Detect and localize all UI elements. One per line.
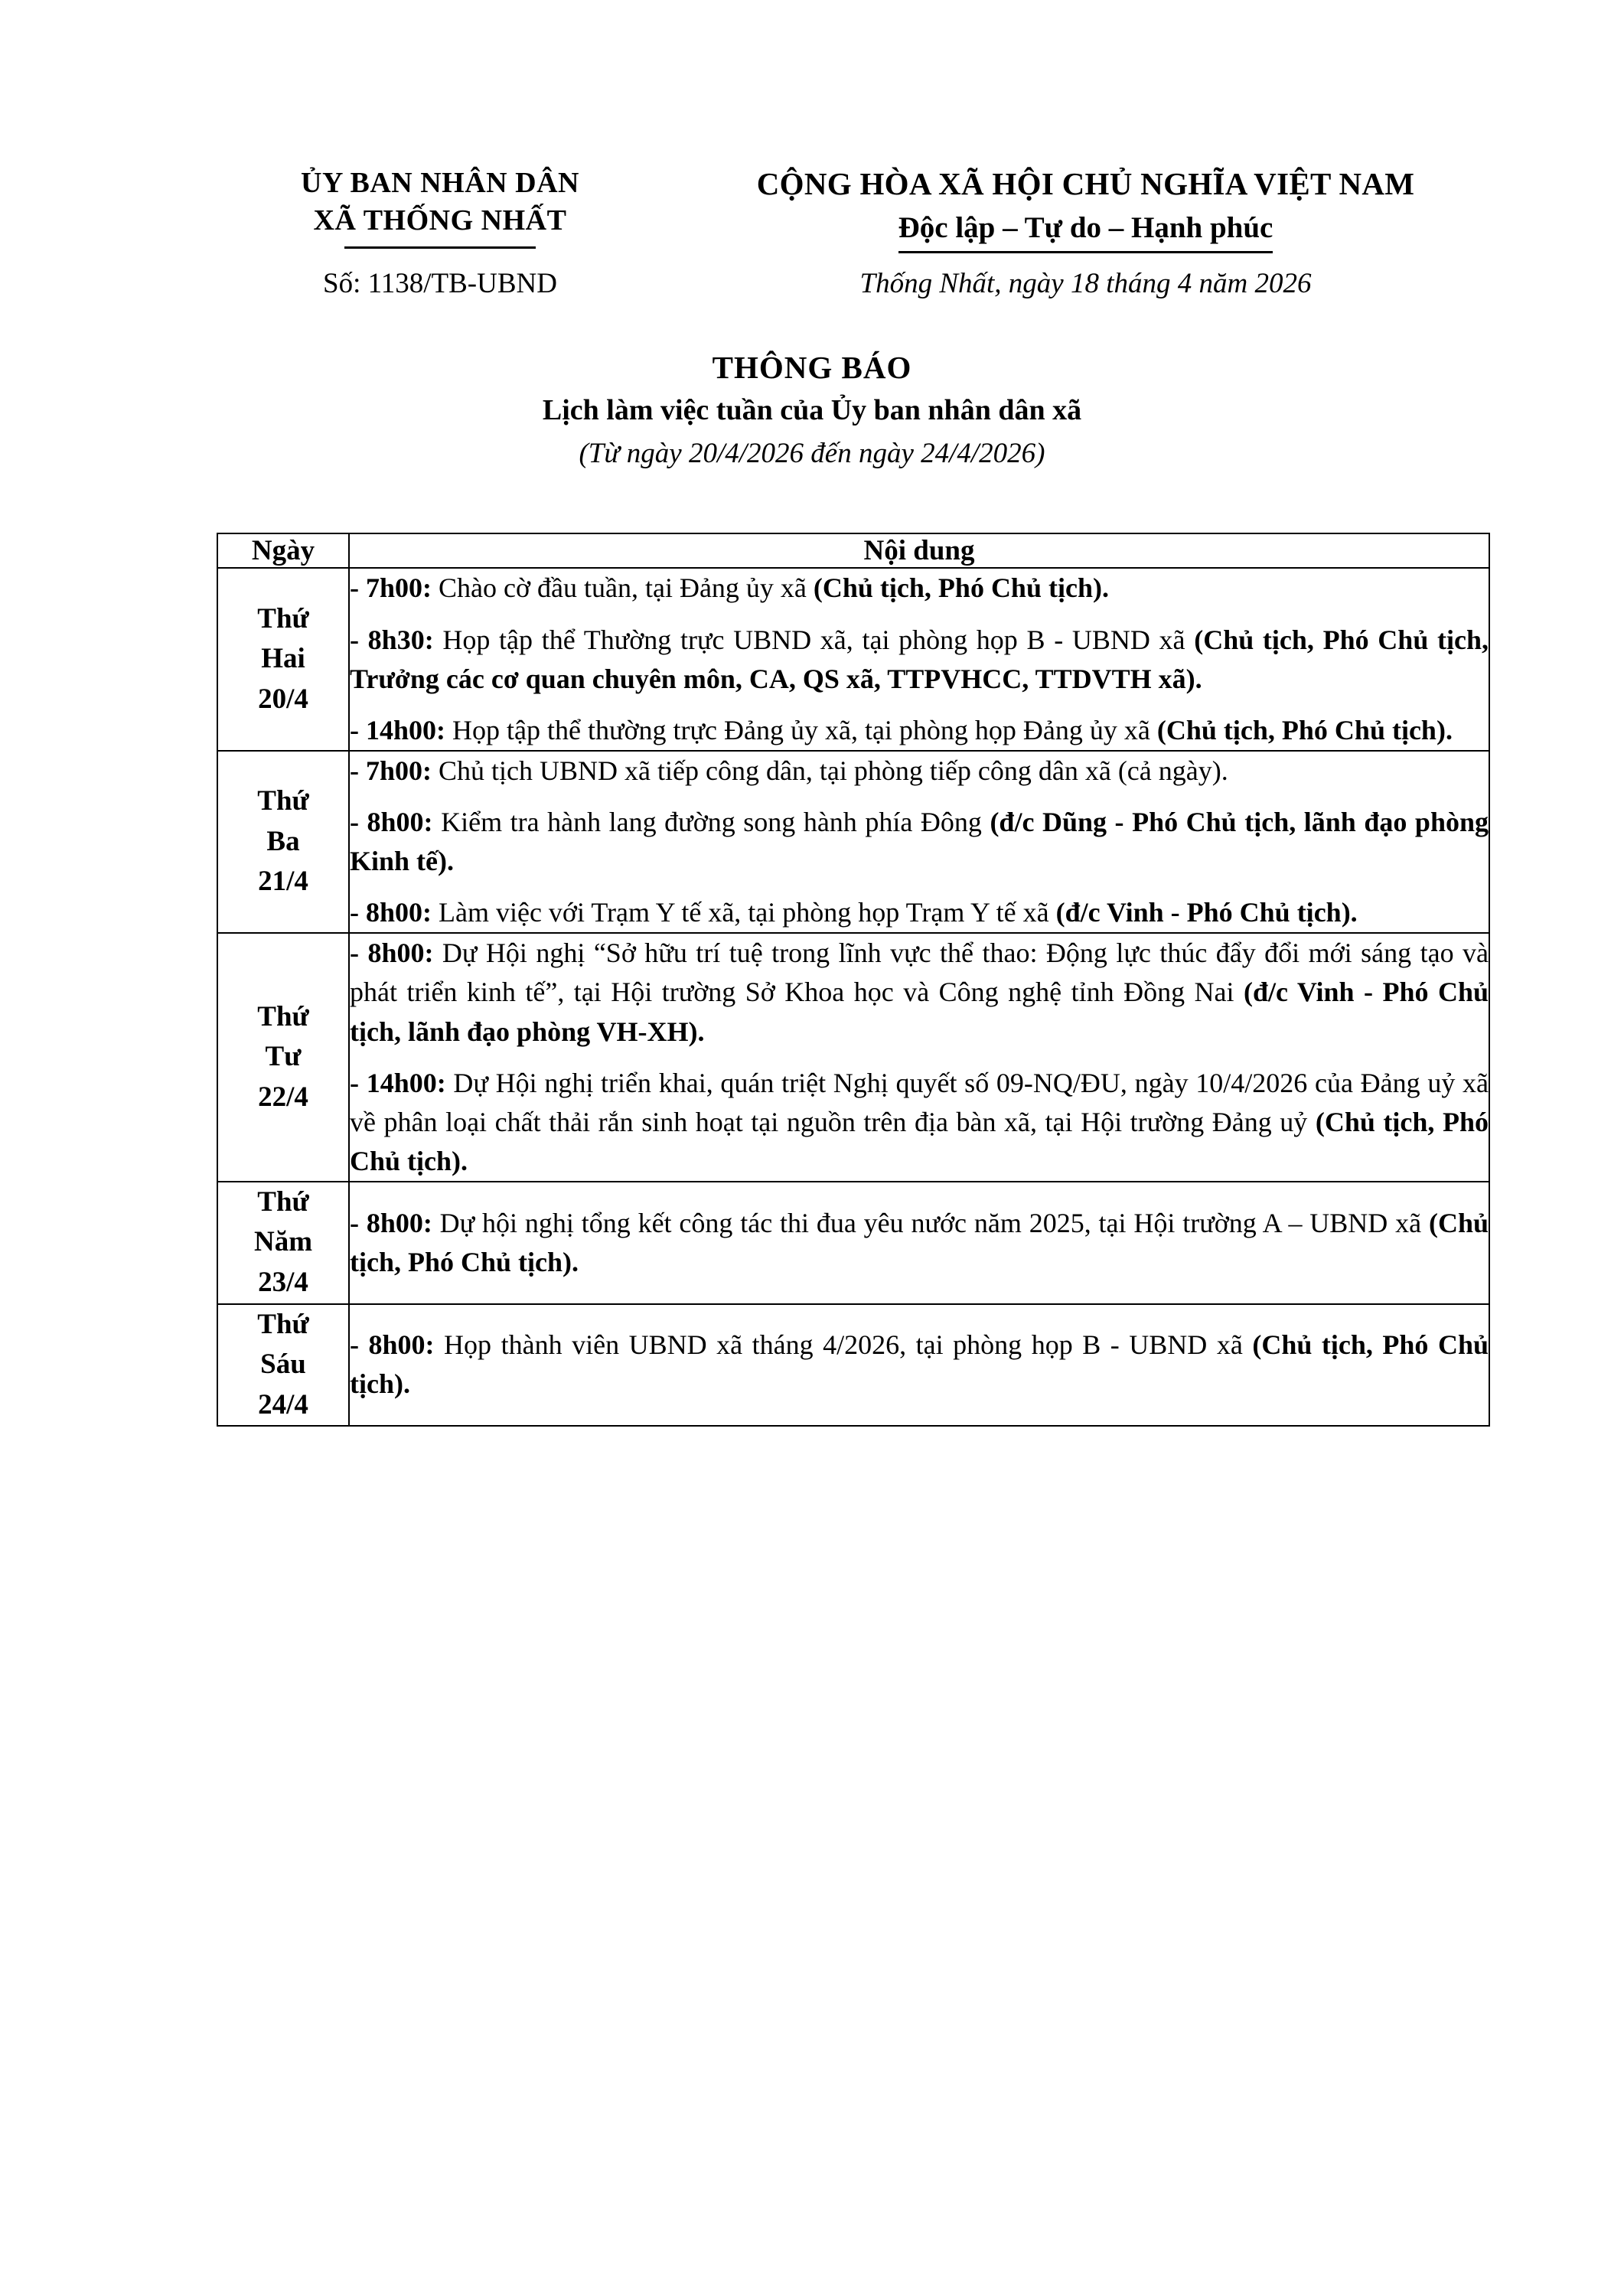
day-content-cell: [349, 568, 1489, 750]
day-label-line: Thứ: [257, 785, 309, 817]
day-label-line: Thứ: [257, 602, 309, 634]
day-label-line: Thứ: [257, 1186, 309, 1218]
entry-description: Dự hội nghị tổng kết công tác thi đua yêu nước năm 2025, tại Hội trường A – UBND xã: [432, 1207, 1429, 1238]
entry-attendees: (Chủ tịch, Phó Chủ tịch).: [350, 1329, 1489, 1400]
schedule-entry: [350, 621, 1489, 699]
day-label-line: Tư: [265, 1041, 302, 1073]
entry-description: Kiểm tra hành lang đường song hành phía Đông: [432, 806, 990, 837]
day-label-cell: [217, 933, 349, 1182]
document-header: [0, 0, 1624, 253]
page-title: THÔNG BÁO: [712, 349, 912, 385]
entry-time: - 8h00:: [350, 897, 432, 928]
national-heading-block: [662, 165, 1509, 253]
national-motto: Độc lập – Tự do – Hạnh phúc: [898, 208, 1273, 253]
table-row: [217, 751, 1489, 933]
day-label-line: Sáu: [260, 1349, 306, 1381]
entry-description: Chào cờ đầu tuần, tại Đảng ủy xã: [432, 572, 814, 604]
entry-time: - 8h00:: [350, 938, 434, 969]
document-number: Số: 1138/TB-UBND: [323, 267, 557, 299]
day-label-line: Hai: [261, 643, 305, 675]
day-label-cell: [217, 568, 349, 750]
authority-underline-rule: [344, 246, 536, 249]
schedule-entry: [350, 1204, 1489, 1282]
day-label-line: Thứ: [257, 1308, 309, 1340]
day-label-line: Thứ: [257, 1000, 309, 1032]
day-label-line: Ba: [266, 825, 300, 857]
day-label-line: 20/4: [258, 683, 308, 715]
entry-description: Dự Hội nghị triển khai, quán triệt Nghị quyết số 09-NQ/ĐU, ngày 10/4/2026 của Đảng uỷ xã về phân loại chất thải rắn sinh hoạt tại nguồn trên địa bàn xã, tại Hội trường Đảng uỷ: [350, 1067, 1489, 1137]
entry-attendees: (Chủ tịch, Phó Chủ tịch, Trưởng các cơ quan chuyên môn, CA, QS xã, TTPVHCC, TTDVTH xã).: [350, 624, 1489, 694]
entry-description: Chủ tịch UBND xã tiếp công dân, tại phòng tiếp công dân xã (cả ngày).: [432, 755, 1228, 786]
national-title: CỘNG HÒA XÃ HỘI CHỦ NGHĨA VIỆT NAM: [756, 166, 1415, 201]
entry-time: - 8h30:: [350, 624, 434, 655]
table-row: [217, 568, 1489, 750]
issuing-authority-block: [218, 165, 662, 249]
schedule-entry: [350, 752, 1489, 791]
table-body: [217, 568, 1489, 1426]
entry-attendees: (Chủ tịch, Phó Chủ tịch).: [350, 1106, 1489, 1176]
day-label-line: 22/4: [258, 1081, 308, 1113]
column-header-day: Ngày: [217, 533, 349, 568]
entry-attendees: (Chủ tịch, Phó Chủ tịch).: [813, 572, 1109, 604]
entry-description: Họp tập thể Thường trực UBND xã, tại phòng họp B - UBND xã: [433, 624, 1195, 655]
schedule-table-wrapper: [217, 533, 1489, 1427]
schedule-entry: [350, 803, 1489, 881]
entry-time: - 8h00:: [350, 1329, 435, 1361]
place-and-date: Thống Nhất, ngày 18 tháng 4 năm 2026: [859, 267, 1312, 299]
day-label-line: 23/4: [258, 1267, 308, 1299]
day-label-line: Năm: [253, 1226, 313, 1258]
schedule-entry: [350, 1064, 1489, 1181]
document-meta-row: [0, 267, 1624, 300]
entry-description: Dự Hội nghị “Sở hữu trí tuệ trong lĩnh vực thể thao: Động lực thúc đẩy đổi mới sáng tạo và phát triển kinh tế”, tại Hội trường Sở Khoa học và Công nghệ tỉnh Đồng Nai: [350, 938, 1489, 1008]
entry-attendees: (đ/c Dũng - Phó Chủ tịch, lãnh đạo phòng Kinh tế).: [350, 806, 1489, 877]
day-content-cell: [349, 1182, 1489, 1304]
day-label-cell: [217, 1182, 349, 1304]
entry-time: - 14h00:: [350, 714, 445, 745]
schedule-entry: [350, 1326, 1489, 1404]
authority-line-1: ỦY BAN NHÂN DÂN: [301, 167, 579, 199]
day-content-cell: [349, 751, 1489, 933]
table-row: [217, 1182, 1489, 1304]
table-row: [217, 933, 1489, 1182]
schedule-entry: [350, 569, 1489, 608]
day-label-cell: [217, 1304, 349, 1427]
entry-description: Họp tập thể thường trực Đảng ủy xã, tại phòng họp Đảng ủy xã: [445, 714, 1157, 745]
day-label-cell: [217, 751, 349, 933]
document-title-block: [0, 347, 1624, 474]
entry-description: Họp thành viên UBND xã tháng 4/2026, tại phòng họp B - UBND xã: [434, 1329, 1253, 1361]
weekly-schedule-table: [217, 533, 1490, 1427]
entry-time: - 8h00:: [350, 806, 433, 837]
entry-attendees: (Chủ tịch, Phó Chủ tịch).: [350, 1207, 1489, 1277]
entry-attendees: (đ/c Vinh - Phó Chủ tịch, lãnh đạo phòng VH-XH).: [350, 977, 1489, 1047]
column-header-content: Nội dung: [349, 533, 1489, 568]
table-head: [217, 533, 1489, 568]
authority-line-2: XÃ THỐNG NHẤT: [313, 204, 567, 236]
schedule-entry: [350, 934, 1489, 1051]
schedule-entry: [350, 893, 1489, 932]
table-row: [217, 1304, 1489, 1427]
entry-attendees: (đ/c Vinh - Phó Chủ tịch).: [1055, 897, 1358, 928]
page-subtitle: Lịch làm việc tuần của Ủy ban nhân dân xã: [542, 394, 1082, 427]
entry-attendees: (Chủ tịch, Phó Chủ tịch).: [1156, 714, 1453, 745]
schedule-entry: [350, 711, 1489, 750]
day-content-cell: [349, 1304, 1489, 1427]
day-content-cell: [349, 933, 1489, 1182]
entry-description: Làm việc với Trạm Y tế xã, tại phòng họp Trạm Y tế xã: [432, 897, 1056, 928]
entry-time: - 8h00:: [350, 1207, 432, 1238]
day-label-line: 24/4: [258, 1388, 308, 1420]
date-range: (Từ ngày 20/4/2026 đến ngày 24/4/2026): [579, 438, 1045, 470]
table-header-row: [217, 533, 1489, 568]
day-label-line: 21/4: [258, 866, 308, 898]
entry-time: - 7h00:: [350, 572, 432, 604]
entry-time: - 7h00:: [350, 755, 432, 786]
entry-time: - 14h00:: [350, 1067, 446, 1098]
